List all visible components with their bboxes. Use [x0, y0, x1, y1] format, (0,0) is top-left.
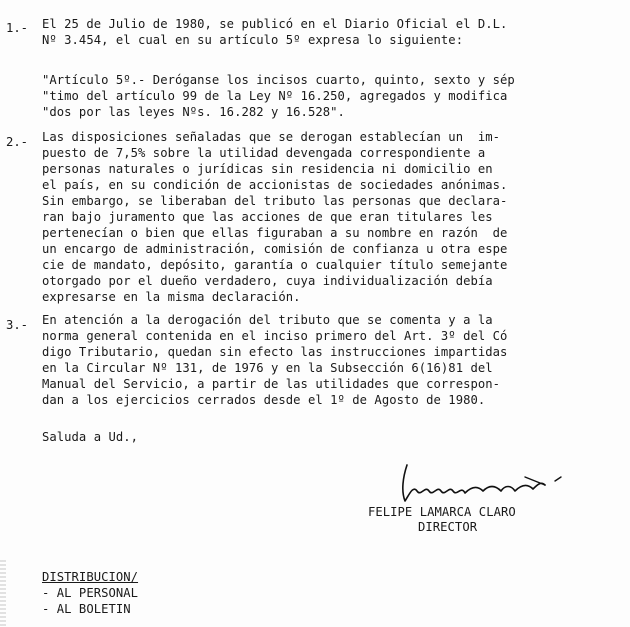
paragraph-3-line-1: En atención a la derogación del tributo que se comenta y a la	[42, 313, 493, 327]
paragraph-2-line-7: pertenecían o bien que ellas figuraban a su nombre en razón de	[42, 226, 508, 240]
paragraph-2-line-9: cie de mandato, depósito, garantía o cualquier título semejante	[42, 258, 508, 272]
paragraph-2-line-11: expresarse en la misma declaración.	[42, 290, 301, 304]
quote-line-2: "timo del artículo 99 de la Ley Nº 16.250, agregados y modifica	[42, 89, 508, 103]
paragraph-3-line-3: digo Tributario, quedan sin efecto las instrucciones impartidas	[42, 345, 508, 359]
paragraph-3-line-5: Manual del Servicio, a partir de las utilidades que correspon-	[42, 377, 501, 391]
scan-edge-artifact	[0, 560, 6, 627]
paragraph-3-line-2: norma general contenida en el inciso primero del Art. 3º del Có	[42, 329, 508, 343]
paragraph-3-number: 3.-	[6, 318, 29, 332]
paragraph-2-number: 2.-	[6, 135, 29, 149]
paragraph-3-line-6: dan a los ejercicios cerrados desde el 1º de Agosto de 1980.	[42, 393, 486, 407]
paragraph-1-number: 1.-	[6, 21, 29, 35]
quote-line-1: "Artículo 5º.- Deróganse los incisos cuarto, quinto, sexto y sép	[42, 73, 515, 87]
paragraph-2-line-1: Las disposiciones señaladas que se derogan establecían un im-	[42, 130, 501, 144]
quote-line-3: "dos por las leyes Nºs. 16.282 y 16.528".	[42, 105, 345, 119]
distribution-heading: DISTRIBUCION/	[42, 570, 139, 584]
paragraph-2-line-3: personas naturales o jurídicas sin residencia ni domicilio en	[42, 162, 493, 176]
closing-salutation: Saluda a Ud.,	[42, 430, 139, 444]
signatory-title: DIRECTOR	[418, 520, 478, 534]
distribution-item-personal: - AL PERSONAL	[42, 586, 139, 600]
paragraph-1-line-1: El 25 de Julio de 1980, se publicó en el Diario Oficial el D.L.	[42, 17, 508, 31]
paragraph-3-line-4: en la Circular Nº 131, de 1976 y en la Subsección 6(16)81 del	[42, 361, 493, 375]
paragraph-2-line-4: el país, en su condición de accionistas de sociedades anónimas.	[42, 178, 508, 192]
paragraph-2-line-10: otorgado por el dueño verdadero, cuya individualización debía	[42, 274, 493, 288]
paragraph-1-line-2: Nº 3.454, el cual en su artículo 5º expresa lo siguiente:	[42, 33, 464, 47]
paragraph-2-line-6: ran bajo juramento que las acciones de que eran titulares les	[42, 210, 493, 224]
paragraph-2-line-8: un encargo de administración, comisión de confianza u otra espe	[42, 242, 508, 256]
paragraph-2-line-2: puesto de 7,5% sobre la utilidad devengada correspondiente a	[42, 146, 486, 160]
distribution-item-boletin: - AL BOLETIN	[42, 602, 131, 616]
paragraph-2-line-5: Sin embargo, se liberaban del tributo las personas que declara-	[42, 194, 508, 208]
signatory-name: FELIPE LAMARCA CLARO	[368, 505, 516, 519]
